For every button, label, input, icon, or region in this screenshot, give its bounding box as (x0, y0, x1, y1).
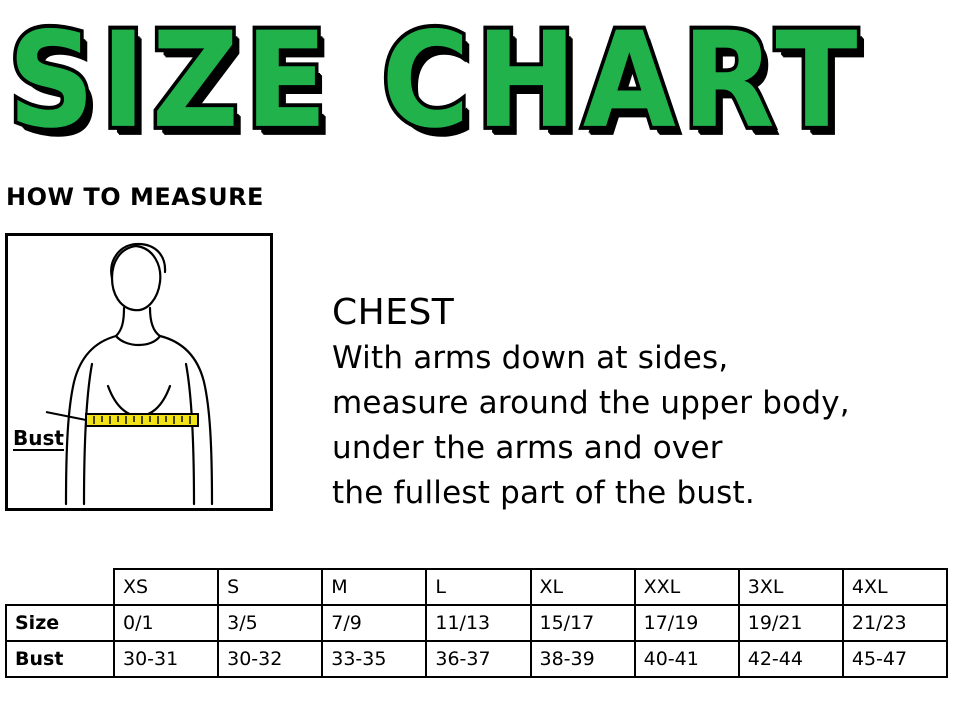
page-title-banner (0, 0, 953, 158)
chest-line-1: With arms down at sides, (332, 340, 729, 376)
page-title: SIZE CHART (8, 2, 864, 158)
table-header-xs: XS (114, 569, 218, 605)
table-row (6, 605, 947, 641)
size-chart-table (5, 568, 948, 678)
table-row-label-bust: Bust (6, 641, 114, 677)
table-header-4xl: 4XL (843, 569, 947, 605)
bust-callout-label: Bust (13, 426, 64, 450)
how-to-measure-heading: HOW TO MEASURE (6, 183, 264, 211)
table-cell: 33-35 (322, 641, 426, 677)
table-corner-cell (6, 569, 114, 605)
table-cell: 19/21 (739, 605, 843, 641)
measurement-illustration (5, 233, 273, 511)
table-cell: 45-47 (843, 641, 947, 677)
table-cell: 30-32 (218, 641, 322, 677)
table-header-xxl: XXL (635, 569, 739, 605)
table-cell: 38-39 (531, 641, 635, 677)
table-cell: 30-31 (114, 641, 218, 677)
table-cell: 0/1 (114, 605, 218, 641)
table-row (6, 641, 947, 677)
table-cell: 11/13 (426, 605, 530, 641)
table-cell: 15/17 (531, 605, 635, 641)
table-cell: 3/5 (218, 605, 322, 641)
chest-description (332, 290, 932, 516)
table-header-l: L (426, 569, 530, 605)
table-cell: 21/23 (843, 605, 947, 641)
table-cell: 36-37 (426, 641, 530, 677)
table-cell: 17/19 (635, 605, 739, 641)
chest-line-2: measure around the upper body, (332, 385, 850, 421)
table-cell: 42-44 (739, 641, 843, 677)
tape-measure-icon (86, 414, 198, 426)
table-header-s: S (218, 569, 322, 605)
chest-line-4: the fullest part of the bust. (332, 475, 755, 511)
table-header-m: M (322, 569, 426, 605)
table-header-row (6, 569, 947, 605)
size-table-wrapper (5, 568, 948, 678)
table-header-3xl: 3XL (739, 569, 843, 605)
table-cell: 7/9 (322, 605, 426, 641)
chest-line-3: under the arms and over (332, 430, 723, 466)
woman-torso-figure (8, 236, 270, 508)
table-cell: 40-41 (635, 641, 739, 677)
chest-heading: CHEST (332, 292, 455, 333)
table-header-xl: XL (531, 569, 635, 605)
table-row-label-size: Size (6, 605, 114, 641)
